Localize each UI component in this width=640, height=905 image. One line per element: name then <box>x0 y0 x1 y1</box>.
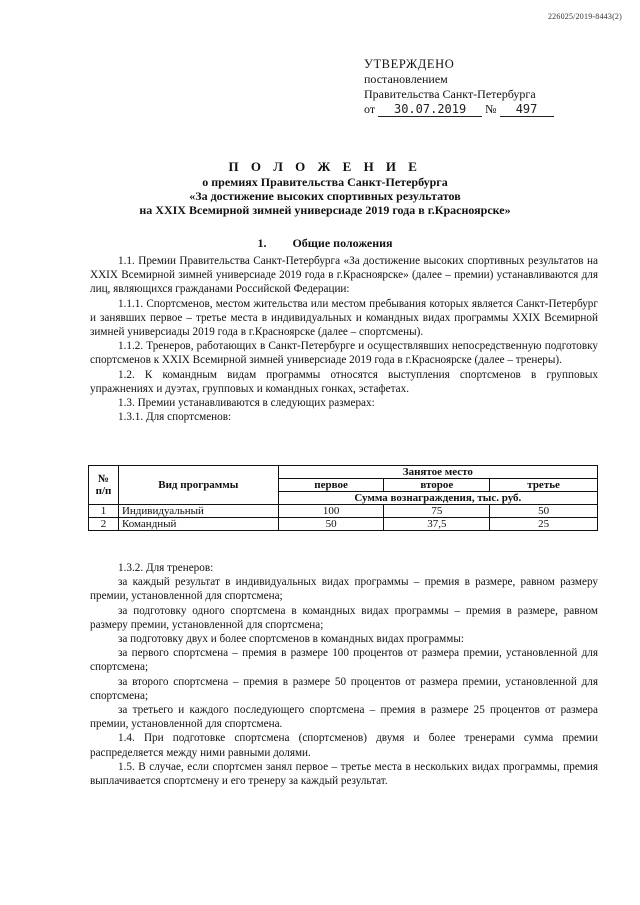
section-1-number: 1. <box>257 236 267 250</box>
table-header-second: второе <box>384 479 490 492</box>
section-1-body <box>90 254 598 424</box>
prize-table <box>88 465 598 531</box>
table-cell-third: 25 <box>490 518 598 531</box>
table-cell-num: 1 <box>89 505 119 518</box>
paragraph-1-1: 1.1. Премии Правительства Санкт-Петербурга «За достижение высоких спортивных результатов на XXIX Всемирной зимней универсиаде 2019 года в г.Красноярске» (далее – премии) устанавливаются для лиц, являющихся гражданами Российской Федерации: <box>90 255 598 296</box>
heading-line-1: о премиях Правительства Санкт-Петербурга <box>202 175 448 189</box>
heading-line-2: «За достижение высоких спортивных результатов <box>189 189 461 203</box>
approval-number-label: № <box>485 102 497 116</box>
table-cell-program: Индивидуальный <box>118 505 278 518</box>
section-1-body-continued <box>90 561 598 788</box>
table-cell-program: Командный <box>118 518 278 531</box>
paragraph-1-2: 1.2. К командным видам программы относятся выступления спортсменов в групповых упражнениях и дуэтах, групповых и командных гонках, эстафетах. <box>90 368 598 395</box>
trainer-rule-5: за второго спортсмена – премия в размере 50 процентов от размера премии, установленной для спортсмена; <box>90 675 598 702</box>
table-cell-third: 50 <box>490 505 598 518</box>
approval-title: УТВЕРЖДЕНО <box>364 57 455 71</box>
heading-line-3: на XXIX Всемирной зимней универсиаде 2019 года в г.Красноярске» <box>139 203 511 217</box>
paragraph-1-1-2: 1.1.2. Тренеров, работающих в Санкт-Петербурге и осуществлявших непосредственную подготовку спортсменов к XXIX Всемирной зимней универсиаде 2019 года в г.Красноярске (далее – тренеры). <box>90 340 598 367</box>
approval-line-1: постановлением <box>364 72 448 86</box>
table-row <box>89 505 598 518</box>
approval-line-2: Правительства Санкт-Петербурга <box>364 87 536 101</box>
trainer-rule-6: за третьего и каждого последующего спортсмена – премия в размере 25 процентов от размера премии, установленной для спортсмена. <box>90 704 598 731</box>
trainer-rule-3: за подготовку двух и более спортсменов в командных видах программы: <box>118 633 464 646</box>
table-header-sum: Сумма вознаграждения, тыс. руб. <box>278 492 597 505</box>
paragraph-1-4: 1.4. При подготовке спортсмена (спортсменов) двумя и более тренерами сумма премии распределяется между ними равными долями. <box>90 732 598 759</box>
document-title: П О Л О Ж Е Н И Е <box>228 159 422 174</box>
approval-date-line <box>364 102 594 117</box>
table-cell-first: 50 <box>278 518 384 531</box>
table-cell-second: 37,5 <box>384 518 490 531</box>
approval-from-label: от <box>364 102 376 116</box>
section-1-label: Общие положения <box>292 236 393 250</box>
document-number: 226025/2019-8443(2) <box>547 12 622 21</box>
paragraph-1-3-2: 1.3.2. Для тренеров: <box>118 562 214 574</box>
table-header-num: № п/п <box>89 466 119 505</box>
trainer-rule-2: за подготовку одного спортсмена в командных видах программы – премия в размере, равном размеру премии, установленной для спортсмена; <box>90 604 598 631</box>
paragraph-1-3: 1.3. Премии устанавливаются в следующих размерах: <box>118 397 375 410</box>
table-header-first: первое <box>278 479 384 492</box>
approval-date: 30.07.2019 <box>378 103 482 117</box>
table-cell-second: 75 <box>384 505 490 518</box>
section-1-title <box>60 236 590 251</box>
trainer-rule-4: за первого спортсмена – премия в размере 100 процентов от размера премии, установленной для спортсмена; <box>90 647 598 674</box>
approval-number: 497 <box>500 103 554 117</box>
table-row <box>89 518 598 531</box>
table-header-third: третье <box>490 479 598 492</box>
trainer-rule-1: за каждый результат в индивидуальных видах программы – премия в размере, равном размеру премии, установленной для спортсмена; <box>90 576 598 603</box>
document-heading <box>60 160 590 217</box>
paragraph-1-5: 1.5. В случае, если спортсмен занял первое – третье места в нескольких видах программы, премия выплачивается спортсмену и его тренеру за каждый результат. <box>90 760 598 788</box>
approval-block <box>364 57 594 117</box>
table-cell-num: 2 <box>89 518 119 531</box>
table-header-place: Занятое место <box>278 466 597 479</box>
paragraph-1-3-1: 1.3.1. Для спортсменов: <box>118 411 232 424</box>
table-cell-first: 100 <box>278 505 384 518</box>
table-header-program: Вид программы <box>118 466 278 505</box>
paragraph-1-1-1: 1.1.1. Спортсменов, местом жительства или местом пребывания которых является Санкт-Петербург и занявших первое – третье места в индивидуальных и командных видах программы XXIX Всемирной зимней универсиады 2019 года в г.Красноярске (далее – спортсмены). <box>90 297 598 339</box>
